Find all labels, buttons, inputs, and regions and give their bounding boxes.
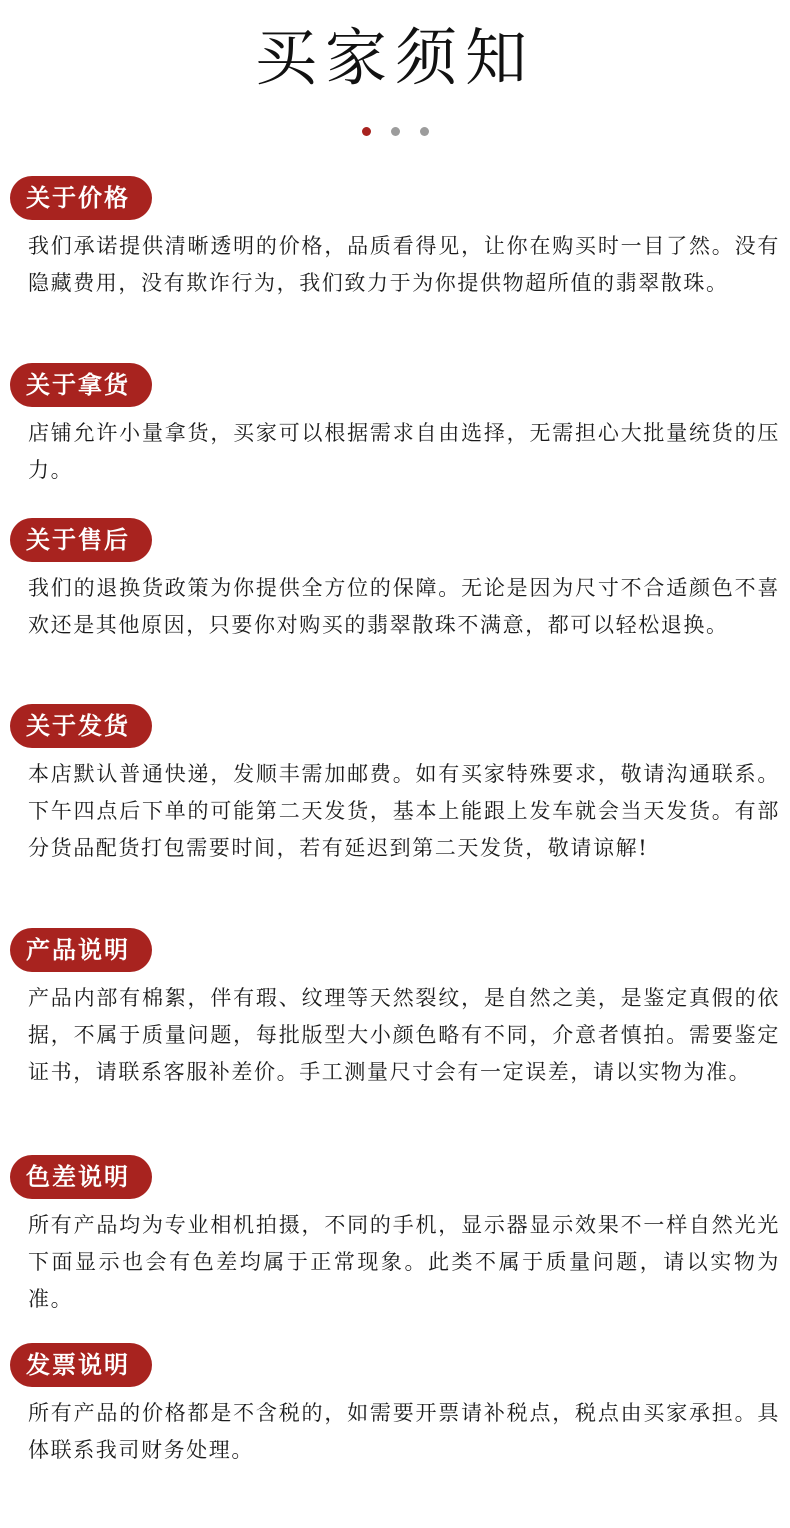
- page-title: 买家须知: [254, 21, 535, 94]
- section-text: 所有产品的价格都是不含税的，如需要开票请补税点，税点由买家承担。具体联系我司财务处理。: [28, 1401, 780, 1462]
- section-text: 所有产品均为专业相机拍摄，不同的手机，显示器显示效果不一样自然光光下面显示也会有色差均属于正常现象。此类不属于质量问题，请以实物为准。: [28, 1213, 780, 1311]
- section-wholesale: [10, 363, 782, 489]
- section-heading: 关于发货: [10, 704, 152, 748]
- section-heading: 关于价格: [10, 176, 152, 220]
- section-heading: 发票说明: [10, 1343, 152, 1387]
- dot-3[interactable]: [420, 127, 429, 136]
- section-product: [10, 928, 782, 1091]
- section-heading: 关于拿货: [10, 363, 152, 407]
- carousel-dots: [0, 127, 790, 136]
- section-color-difference: [10, 1155, 782, 1318]
- section-text: 本店默认普通快递，发顺丰需加邮费。如有买家特殊要求，敬请沟通联系。下午四点后下单的可能第二天发货，基本上能跟上发车就会当天发货。有部分货品配货打包需要时间，若有延迟到第二天发货，敬请谅解!: [28, 762, 780, 860]
- section-after-sales: [10, 518, 782, 644]
- section-shipping: [10, 704, 782, 867]
- section-text: 店铺允许小量拿货，买家可以根据需求自由选择，无需担心大批量统货的压力。: [28, 421, 780, 482]
- section-heading: 色差说明: [10, 1155, 152, 1199]
- section-price: [10, 176, 782, 302]
- section-text: 产品内部有棉絮，伴有瑕、纹理等天然裂纹，是自然之美，是鉴定真假的依据，不属于质量问题，每批版型大小颜色略有不同，介意者慎拍。需要鉴定证书，请联系客服补差价。手工测量尺寸会有一定误差，请以实物为准。: [28, 986, 780, 1084]
- section-text: 我们的退换货政策为你提供全方位的保障。无论是因为尺寸不合适颜色不喜欢还是其他原因，只要你对购买的翡翠散珠不满意，都可以轻松退换。: [28, 576, 780, 637]
- dot-2[interactable]: [391, 127, 400, 136]
- section-text: 我们承诺提供清晰透明的价格，品质看得见，让你在购买时一目了然。没有隐藏费用，没有欺诈行为，我们致力于为你提供物超所值的翡翠散珠。: [28, 234, 780, 295]
- section-heading: 产品说明: [10, 928, 152, 972]
- section-invoice: [10, 1343, 782, 1469]
- dot-active[interactable]: [362, 127, 371, 136]
- section-heading: 关于售后: [10, 518, 152, 562]
